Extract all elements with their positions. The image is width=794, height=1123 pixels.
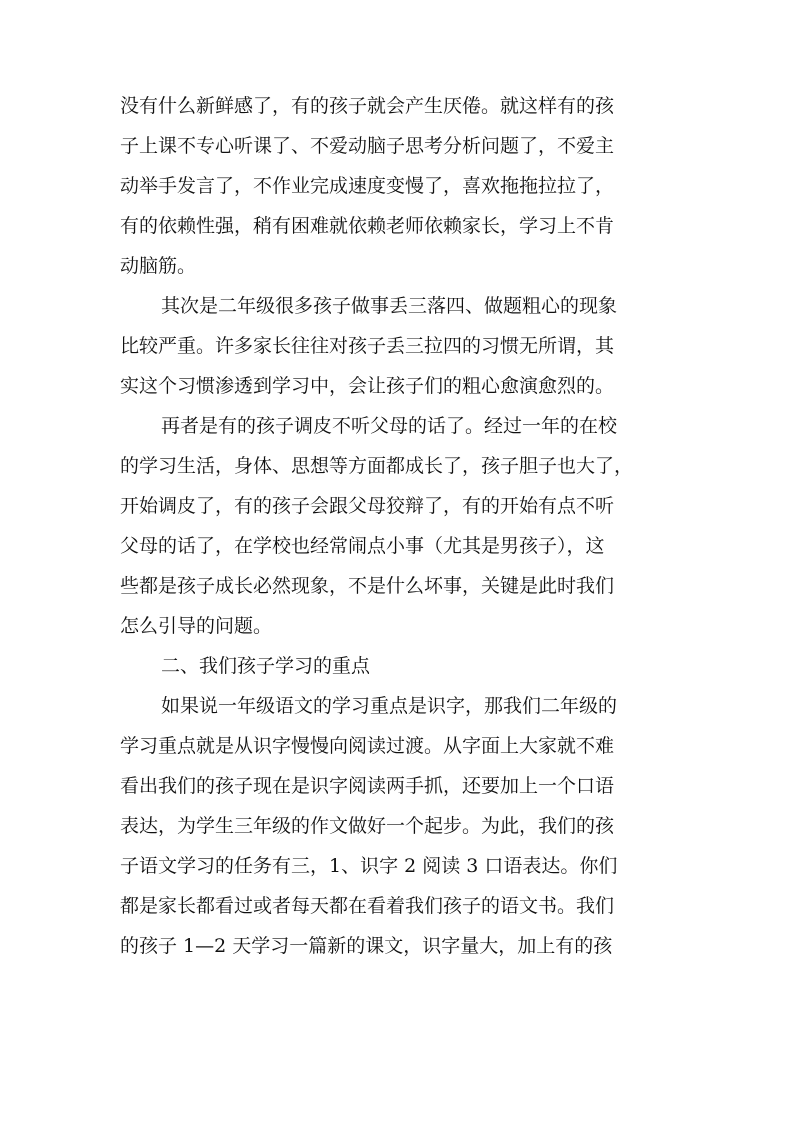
- text-line: 没有什么新鲜感了，有的孩子就会产生厌倦。就这样有的孩: [120, 95, 615, 117]
- text-line: 实这个习惯渗透到学习中，会让孩子们的粗心愈演愈烈的。: [120, 375, 615, 397]
- text-line: 学习重点就是从识字慢慢向阅读过渡。从字面上大家就不难: [120, 735, 615, 757]
- text-line: 动举手发言了，不作业完成速度变慢了，喜欢拖拖拉拉了，: [120, 175, 615, 197]
- text-line: 表达，为学生三年级的作文做好一个起步。为此，我们的孩: [120, 815, 615, 837]
- document-body: [120, 86, 676, 966]
- text-line: 父母的话了，在学校也经常闹点小事（尤其是男孩子），这: [120, 535, 605, 557]
- text-line: 开始调皮了，有的孩子会跟父母狡辩了，有的开始有点不听: [120, 495, 615, 517]
- text-line: 的学习生活，身体、思想等方面都成长了，孩子胆子也大了，: [120, 455, 634, 477]
- text-line: 都是家长都看过或者每天都在看着我们孩子的语文书。我们: [120, 895, 615, 917]
- text-line: 动脑筋。: [120, 255, 197, 277]
- text-line: 有的依赖性强，稍有困难就依赖老师依赖家长，学习上不肯: [120, 215, 615, 237]
- text-line: 比较严重。许多家长往往对孩子丢三拉四的习惯无所谓，其: [120, 335, 615, 357]
- section-heading: 二、我们孩子学习的重点: [161, 655, 371, 677]
- paragraph-start-line: 再者是有的孩子调皮不听父母的话了。经过一年的在校: [161, 415, 618, 437]
- paragraph-start-line: 如果说一年级语文的学习重点是识字，那我们二年级的: [161, 695, 618, 717]
- text-line: 怎么引导的问题。: [120, 615, 273, 637]
- text-line: 子语文学习的任务有三，1、识字 2 阅读 3 口语表达。你们: [120, 855, 618, 877]
- paragraph-start-line: 其次是二年级很多孩子做事丢三落四、做题粗心的现象: [161, 295, 618, 317]
- text-line: 些都是孩子成长必然现象，不是什么坏事，关键是此时我们: [120, 575, 615, 597]
- text-line: 的孩子 1—2 天学习一篇新的课文，识字量大，加上有的孩: [120, 935, 613, 957]
- text-line: 看出我们的孩子现在是识字阅读两手抓，还要加上一个口语: [120, 775, 615, 797]
- text-line: 子上课不专心听课了、不爱动脑子思考分析问题了，不爱主: [120, 135, 615, 157]
